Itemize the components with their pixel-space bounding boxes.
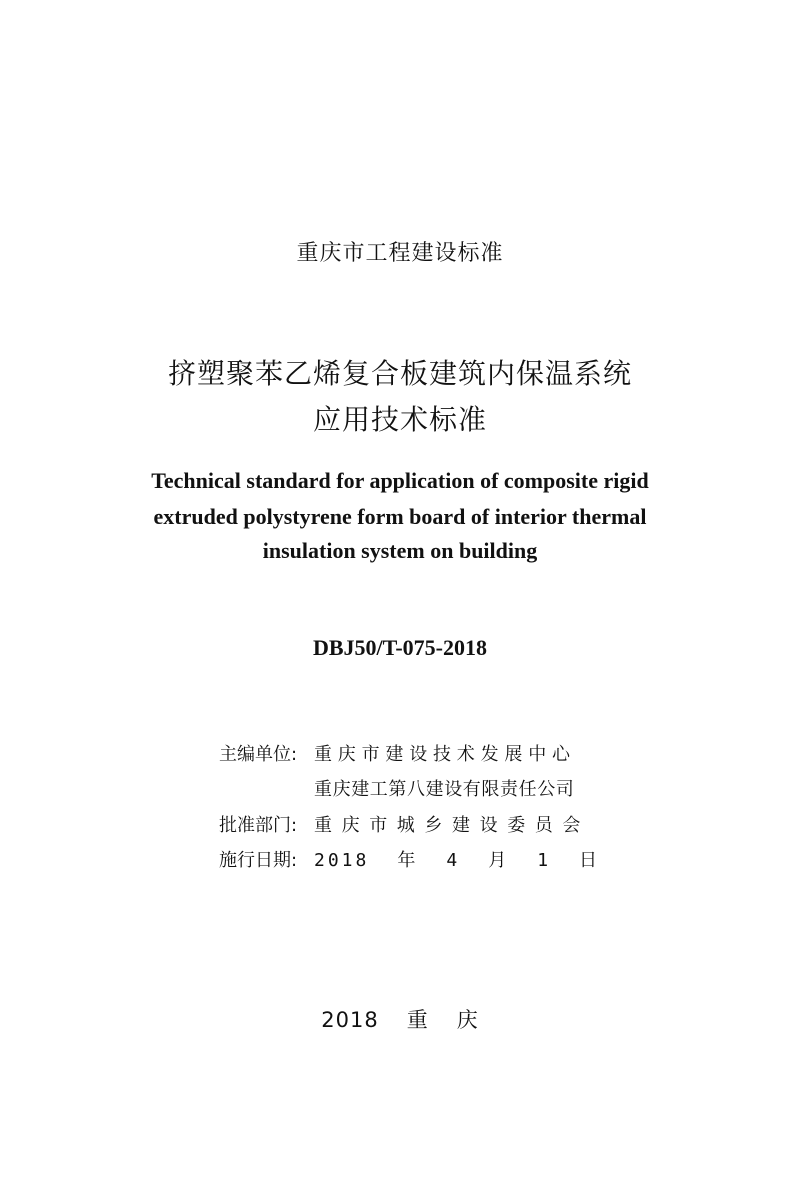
editor-row-1 — [219, 740, 576, 766]
title-english-line-1: Technical standard for application of composite rigid — [151, 468, 649, 493]
date-month: 4 — [446, 850, 461, 871]
date-year-unit: 年 — [397, 850, 419, 871]
approver-organization: 重庆市城乡建设委员会 — [314, 815, 590, 836]
title-chinese-line-1: 挤塑聚苯乙烯复合板建筑内保温系统 — [167, 357, 632, 390]
approver-row — [219, 811, 590, 837]
title-english-line-3: insulation system on building — [262, 538, 538, 563]
title-english-line-2: extruded polystyrene form board of interior thermal — [153, 504, 647, 529]
footer-city-char-2: 庆 — [456, 1008, 479, 1032]
effective-date-row — [219, 846, 600, 872]
effective-date-value — [314, 846, 600, 872]
editor-row-2 — [219, 775, 574, 801]
standard-code: DBJ50/T-075-2018 — [313, 635, 487, 660]
footer-city-char-1: 重 — [406, 1008, 429, 1032]
publication-footer — [0, 1004, 800, 1034]
approver-label: 批准部门: — [219, 815, 298, 836]
date-month-unit: 月 — [488, 850, 510, 871]
effective-date-label: 施行日期: — [219, 850, 298, 871]
editor-label: 主编单位: — [219, 744, 298, 765]
date-year: 2018 — [314, 850, 370, 871]
editor-organization-1: 重庆市建设技术发展中心 — [314, 744, 576, 765]
editor-organization-2: 重庆建工第八建设有限责任公司 — [314, 779, 575, 800]
footer-year: 2018 — [321, 1008, 379, 1032]
date-day: 1 — [537, 850, 552, 871]
date-day-unit: 日 — [579, 850, 601, 871]
title-chinese-line-2: 应用技术标准 — [312, 403, 487, 436]
standard-series: 重庆市工程建设标准 — [296, 241, 504, 266]
